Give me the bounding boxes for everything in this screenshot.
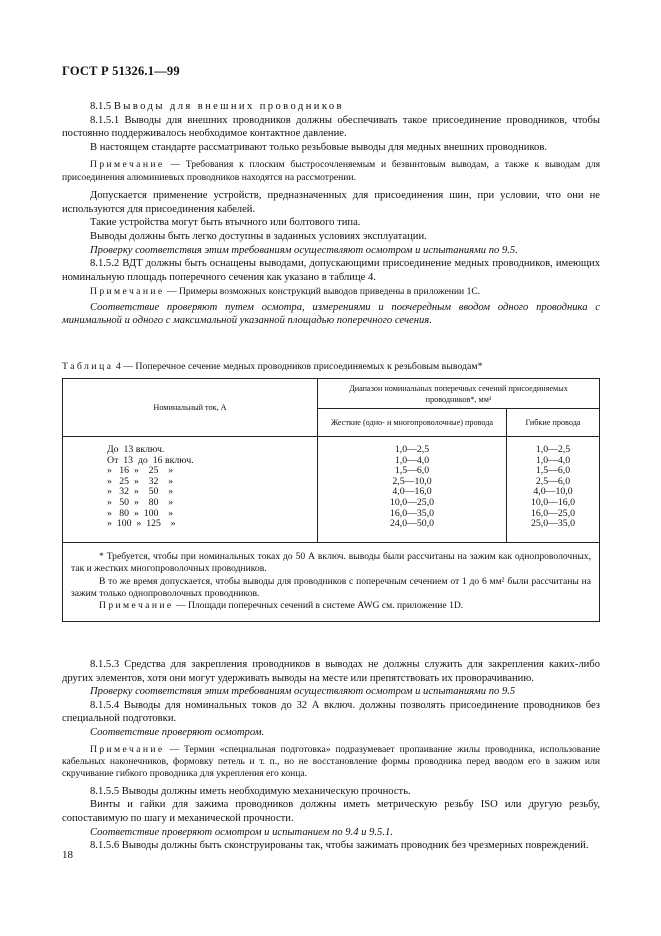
table-cell-rigid: 24,0—50,0: [389, 518, 435, 530]
table-caption-label: Таблица: [62, 361, 114, 372]
rigid-column: [318, 437, 507, 543]
table-cell-flex: 1,5—6,0: [535, 465, 571, 477]
section-title: [62, 100, 600, 114]
flex-column: [507, 437, 600, 543]
paragraph-check-1: Проверку соответствия этим требованиям осуществляют осмотром и испытаниями по 9.5.: [90, 244, 518, 256]
section-title-text: Выводы для внешних проводников: [113, 101, 344, 112]
header-current: Номинальный ток, А: [63, 379, 318, 437]
paragraph-access: Выводы должны быть легко доступны в заданных условиях эксплуатации.: [90, 230, 427, 242]
note-1: [62, 159, 600, 184]
paragraph-allowed: Допускается применение устройств, предназначенных для присоединения шин, при условии, что они не используются для присоединения кабелей.: [62, 190, 600, 215]
rigid-values: [318, 445, 506, 530]
footnote-1: * Требуется, чтобы при номинальных токах до 50 А включ. выводы были рассчитаны на зажим как однопроволочных, так и жестких многопроволочных проводников.: [71, 550, 591, 575]
paragraph-8-1-5-2: 8.1.5.2 ВДТ должны быть оснащены выводами, допускающими присоединение медных проводников, имеющих номинальную площадь поперечного сечения как указано в таблице 4.: [62, 258, 600, 283]
section-8-1-5: [62, 100, 600, 328]
table-cell-flex: 2,5—6,0: [535, 475, 571, 487]
note-label: Примечание: [90, 286, 165, 298]
table-cell-rigid: 1,0—4,0: [394, 454, 430, 466]
table-caption: [62, 361, 600, 372]
flex-values: [507, 445, 599, 530]
paragraph-check-2: Соответствие проверяют путем осмотра, измерениями и поочередным вводом одного проводника с минимальной и одного с максимальной указанной площадью поперечного сечения.: [62, 301, 600, 327]
table-caption-text: 4 — Поперечное сечение медных проводников присоединяемых к резьбовым выводам*: [115, 361, 483, 372]
table-cell-flex: 25,0—35,0: [530, 518, 576, 530]
section-number: 8.1.5: [90, 101, 112, 112]
note-label: Примечание: [90, 159, 165, 171]
table-cell-current: » 25 » 32 »: [107, 475, 174, 487]
table-4: [62, 361, 600, 622]
note-2: [62, 286, 600, 298]
page-number: 18: [62, 849, 73, 861]
note-3: [62, 744, 600, 781]
table-note: [71, 600, 591, 612]
cross-section-table: [62, 378, 600, 622]
table-cell-rigid: 16,0—35,0: [389, 507, 435, 519]
footnote-2: В то же время допускается, чтобы выводы для проводников с поперечным сечением от 1 до 6 мм² были рассчитаны на зажим только однопроволочных проводников.: [71, 575, 591, 599]
table-cell-flex: 10,0—16,0: [530, 496, 576, 508]
paragraph-8-1-5-6: 8.1.5.6 Выводы должны быть сконструированы так, чтобы зажимать проводник без чрезмерных повреждений.: [90, 840, 589, 852]
table-cell-rigid: 1,0—2,5: [394, 444, 430, 455]
table-cell-current: » 16 » 25 »: [107, 465, 174, 477]
paragraph-check-3: Проверку соответствия этим требованиям осуществляют осмотром и испытаниями по 9.5: [90, 686, 516, 698]
paragraph-8-1-5-3: 8.1.5.3 Средства для закрепления проводников в выводах не должны служить для закрепления каких-либо других элементов, хотя они могут удерживать выводы на месте или препятствовать их проворачиванию.: [62, 659, 600, 684]
table-cell-rigid: 2,5—10,0: [392, 475, 432, 487]
header-flex: Гибкие провода: [507, 409, 600, 437]
table-cell-current: » 100 » 125 »: [107, 518, 176, 530]
table-cell-flex: 1,0—2,5: [535, 444, 571, 455]
table-cell-current: » 32 » 50 »: [107, 486, 174, 498]
paragraph-8-1-5-4: 8.1.5.4 Выводы для номинальных токов до 32 А включ. должны позволять присоединение проводников без специальной подготовки.: [62, 699, 600, 725]
table-cell-rigid: 10,0—25,0: [389, 496, 435, 508]
paragraph-copper: В настоящем стандарте рассматривают только резьбовые выводы для медных внешних проводников.: [90, 141, 548, 153]
note-text: — Площади поперечных сечений в системе AWG см. приложение 1D.: [175, 600, 464, 612]
table-cell-current: » 80 » 100 »: [107, 507, 174, 519]
table-cell-current: » 50 » 80 »: [107, 496, 174, 508]
header-rigid: Жесткие (одно- и многопроволочные) провода: [318, 409, 507, 437]
paragraph-8-1-5-1: 8.1.5.1 Выводы для внешних проводников должны обеспечивать такое присоединение проводников, чтобы постоянно поддерживалось необходимое контактное давление.: [62, 114, 600, 140]
note-text: — Примеры возможных конструкций выводов приведены в приложении 1С.: [166, 286, 481, 298]
paragraph-check-5: Соответствие проверяют осмотром и испытанием по 9.4 и 9.5.1.: [90, 826, 393, 838]
current-column: [63, 437, 318, 543]
document-header: ГОСТ Р 51326.1—99: [62, 64, 180, 78]
table-cell-flex: 4,0—10,0: [533, 486, 573, 498]
header-range: Диапазон номинальных поперечных сечений присоединяемых проводников*, мм²: [318, 379, 600, 409]
table-cell-rigid: 4,0—16,0: [392, 486, 432, 498]
table-cell-rigid: 1,5—6,0: [394, 465, 430, 477]
current-values: [107, 445, 317, 530]
paragraph-8-1-5-5: 8.1.5.5 Выводы должны иметь необходимую механическую прочность.: [90, 785, 411, 797]
paragraph-check-4: Соответствие проверяют осмотром.: [90, 726, 265, 738]
note-text: — Требования к плоским быстросочленяемым и безвинтовым выводам, а также к выводам для присоединения алюминиевых проводников находятся на рассмотрении.: [62, 159, 600, 183]
paragraph-types: Такие устройства могут быть втычного или болтового типа.: [90, 217, 361, 229]
note-text: — Термин «специальная подготовка» подразумевает пропаивание жилы проводника, использование кабельных наконечников, формовку петель и т. п., но не восстановление формы проводника перед вводом его в зажим или скручивание гибкого проводника для укрепления его конца.: [62, 743, 600, 780]
table-cell-flex: 1,0—4,0: [535, 454, 571, 466]
table-cell-current: До 13 включ.: [107, 444, 165, 455]
note-label: Примечание: [90, 743, 165, 755]
paragraph-screws: Винты и гайки для зажима проводников должны иметь метрическую резьбу ISO или другую резьбу, сопоставимую по шагу и механической прочности.: [62, 799, 600, 824]
table-cell-current: От 13 до 16 включ.: [107, 454, 194, 466]
table-footnotes: [63, 542, 600, 621]
note-label: Примечание: [99, 600, 174, 612]
section-8-1-5-3-to-6: [62, 658, 600, 853]
table-cell-flex: 16,0—25,0: [530, 507, 576, 519]
